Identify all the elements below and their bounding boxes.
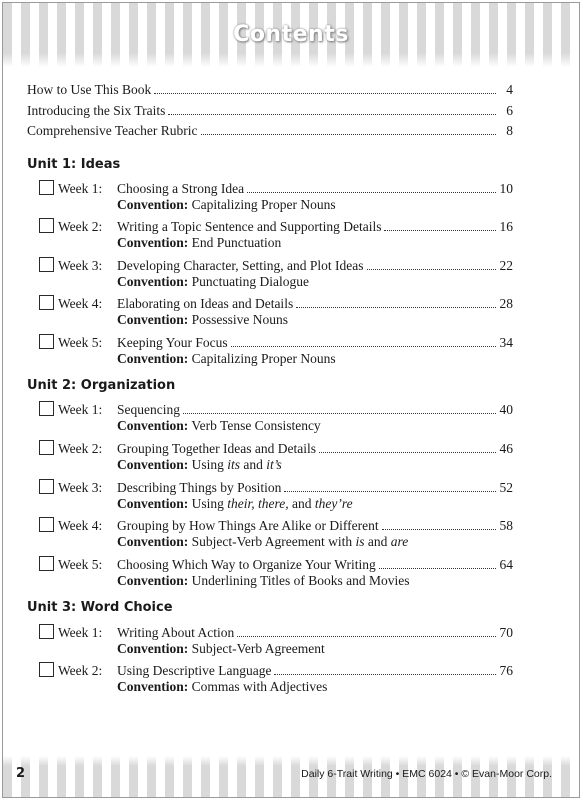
convention-line xyxy=(117,573,410,589)
convention-label: Convention: xyxy=(117,457,189,472)
week-label: Week 1: xyxy=(58,402,103,417)
convention-text: and xyxy=(240,457,267,472)
convention-label: Convention: xyxy=(117,534,189,549)
toc-entry-label: Using Descriptive Language xyxy=(117,663,272,678)
toc-entry[interactable] xyxy=(117,557,513,573)
week-label: Week 1: xyxy=(58,625,103,640)
toc-page-number: 4 xyxy=(506,82,513,97)
toc-page-number: 40 xyxy=(499,402,513,417)
toc-page-number: 10 xyxy=(499,181,513,196)
convention-label: Convention: xyxy=(117,197,189,212)
dot-leader xyxy=(231,346,496,347)
convention-line xyxy=(117,274,309,290)
week-label: Week 4: xyxy=(58,296,103,311)
dot-leader xyxy=(367,269,496,270)
week-checkbox[interactable] xyxy=(39,479,54,494)
convention-line xyxy=(117,312,288,328)
week-checkbox[interactable] xyxy=(39,257,54,272)
dot-leader xyxy=(274,674,496,675)
convention-label: Convention: xyxy=(117,312,189,327)
week-checkbox[interactable] xyxy=(39,624,54,639)
toc-entry[interactable] xyxy=(117,663,513,679)
toc-entry-label: Writing About Action xyxy=(117,625,235,640)
convention-line xyxy=(117,197,336,213)
toc-page-number: 22 xyxy=(499,258,513,273)
toc-entry[interactable] xyxy=(117,296,513,312)
toc-page-number: 70 xyxy=(499,625,513,640)
toc-entry-label: Describing Things by Position xyxy=(117,480,282,495)
convention-label: Convention: xyxy=(117,641,189,656)
toc-entry[interactable] xyxy=(117,518,513,534)
dot-leader xyxy=(379,568,496,569)
convention-label: Convention: xyxy=(117,274,189,289)
week-label: Week 5: xyxy=(58,335,103,350)
dot-leader xyxy=(382,529,496,530)
convention-text: Capitalizing Proper Nouns xyxy=(188,197,336,212)
toc-entry-label: How to Use This Book xyxy=(27,82,152,97)
footer-credit: Daily 6-Trait Writing • EMC 6024 • © Evan-Moor Corp. xyxy=(301,768,552,780)
convention-text: Underlining Titles of Books and Movies xyxy=(188,573,410,588)
dot-leader xyxy=(296,307,496,308)
toc-page-number: 34 xyxy=(499,335,513,350)
convention-text: its xyxy=(227,457,241,472)
week-label: Week 1: xyxy=(58,181,103,196)
toc-entry-label: Comprehensive Teacher Rubric xyxy=(27,123,198,138)
unit-heading: Unit 1: Ideas xyxy=(27,157,121,172)
toc-entry[interactable] xyxy=(117,219,513,235)
week-checkbox[interactable] xyxy=(39,517,54,532)
toc-page-number: 8 xyxy=(506,123,513,138)
convention-text: Punctuating Dialogue xyxy=(188,274,309,289)
dot-leader xyxy=(247,192,496,193)
toc-page-number: 76 xyxy=(499,663,513,678)
week-label: Week 4: xyxy=(58,518,103,533)
convention-label: Convention: xyxy=(117,679,189,694)
toc-entry[interactable] xyxy=(117,625,513,641)
toc-entry-label: Writing a Topic Sentence and Supporting Details xyxy=(117,219,382,234)
week-label: Week 3: xyxy=(58,480,103,495)
week-label: Week 2: xyxy=(58,441,103,456)
toc-entry-label: Grouping Together Ideas and Details xyxy=(117,441,316,456)
week-label: Week 3: xyxy=(58,258,103,273)
convention-text: is xyxy=(355,534,365,549)
convention-text: Possessive Nouns xyxy=(188,312,289,327)
convention-label: Convention: xyxy=(117,573,189,588)
convention-line xyxy=(117,641,325,657)
convention-line xyxy=(117,235,281,251)
convention-text: are xyxy=(390,534,409,549)
toc-page-number: 28 xyxy=(499,296,513,311)
convention-line xyxy=(117,457,282,473)
toc-page-number: 6 xyxy=(506,103,513,118)
week-checkbox[interactable] xyxy=(39,295,54,310)
week-checkbox[interactable] xyxy=(39,662,54,677)
toc-entry-label: Keeping Your Focus xyxy=(117,335,228,350)
toc-entry[interactable] xyxy=(117,181,513,197)
week-label: Week 5: xyxy=(58,557,103,572)
dot-leader xyxy=(154,93,496,94)
dot-leader xyxy=(168,114,496,115)
convention-text: Using xyxy=(188,457,228,472)
toc-entry-label: Choosing a Strong Idea xyxy=(117,181,245,196)
convention-label: Convention: xyxy=(117,351,189,366)
convention-text: they’re xyxy=(314,496,353,511)
dot-leader xyxy=(201,134,497,135)
unit-heading: Unit 2: Organization xyxy=(27,378,176,393)
toc-page-number: 64 xyxy=(499,557,513,572)
toc-entry[interactable] xyxy=(27,82,513,98)
toc-entry[interactable] xyxy=(117,258,513,274)
dot-leader xyxy=(237,636,496,637)
toc-entry-label: Elaborating on Ideas and Details xyxy=(117,296,294,311)
toc-entry-label: Grouping by How Things Are Alike or Different xyxy=(117,518,379,533)
convention-line xyxy=(117,351,336,367)
convention-text: Using xyxy=(188,496,228,511)
convention-line xyxy=(117,679,327,695)
dot-leader xyxy=(284,491,496,492)
week-checkbox[interactable] xyxy=(39,218,54,233)
toc-page-number: 46 xyxy=(499,441,513,456)
week-checkbox[interactable] xyxy=(39,401,54,416)
convention-line xyxy=(117,534,408,550)
toc-entry[interactable] xyxy=(27,103,513,119)
week-checkbox[interactable] xyxy=(39,556,54,571)
convention-text: Capitalizing Proper Nouns xyxy=(188,351,336,366)
convention-text: End Punctuation xyxy=(188,235,282,250)
convention-label: Convention: xyxy=(117,235,189,250)
convention-text: and xyxy=(288,496,315,511)
week-checkbox[interactable] xyxy=(39,180,54,195)
unit-heading: Unit 3: Word Choice xyxy=(27,600,173,615)
toc-entry-label: Introducing the Six Traits xyxy=(27,103,166,118)
dot-leader xyxy=(319,452,496,453)
toc-entry[interactable] xyxy=(117,441,513,457)
convention-line xyxy=(117,496,353,512)
week-checkbox[interactable] xyxy=(39,440,54,455)
convention-text: and xyxy=(364,534,391,549)
week-label: Week 2: xyxy=(58,663,103,678)
dot-leader xyxy=(384,230,496,231)
convention-label: Convention: xyxy=(117,496,189,511)
toc-page-number: 58 xyxy=(499,518,513,533)
toc-page-number: 16 xyxy=(499,219,513,234)
week-label: Week 2: xyxy=(58,219,103,234)
toc-entry[interactable] xyxy=(117,480,513,496)
toc-entry[interactable] xyxy=(117,335,513,351)
convention-line xyxy=(117,418,321,434)
toc-entry-label: Choosing Which Way to Organize Your Writing xyxy=(117,557,376,572)
toc-entry-label: Sequencing xyxy=(117,402,180,417)
page-title: Contents xyxy=(233,22,349,47)
convention-label: Convention: xyxy=(117,418,189,433)
page-number: 2 xyxy=(16,766,26,781)
convention-text: Verb Tense Consistency xyxy=(188,418,321,433)
dot-leader xyxy=(183,413,496,414)
convention-text: Subject-Verb Agreement xyxy=(188,641,325,656)
convention-text: Subject-Verb Agreement with xyxy=(188,534,356,549)
toc-page-number: 52 xyxy=(499,480,513,495)
week-checkbox[interactable] xyxy=(39,334,54,349)
toc-entry[interactable] xyxy=(117,402,513,418)
convention-text: their, there, xyxy=(227,496,289,511)
toc-entry-label: Developing Character, Setting, and Plot Ideas xyxy=(117,258,364,273)
convention-text: it’s xyxy=(266,457,282,472)
convention-text: Commas with Adjectives xyxy=(188,679,328,694)
toc-entry[interactable] xyxy=(27,123,513,139)
